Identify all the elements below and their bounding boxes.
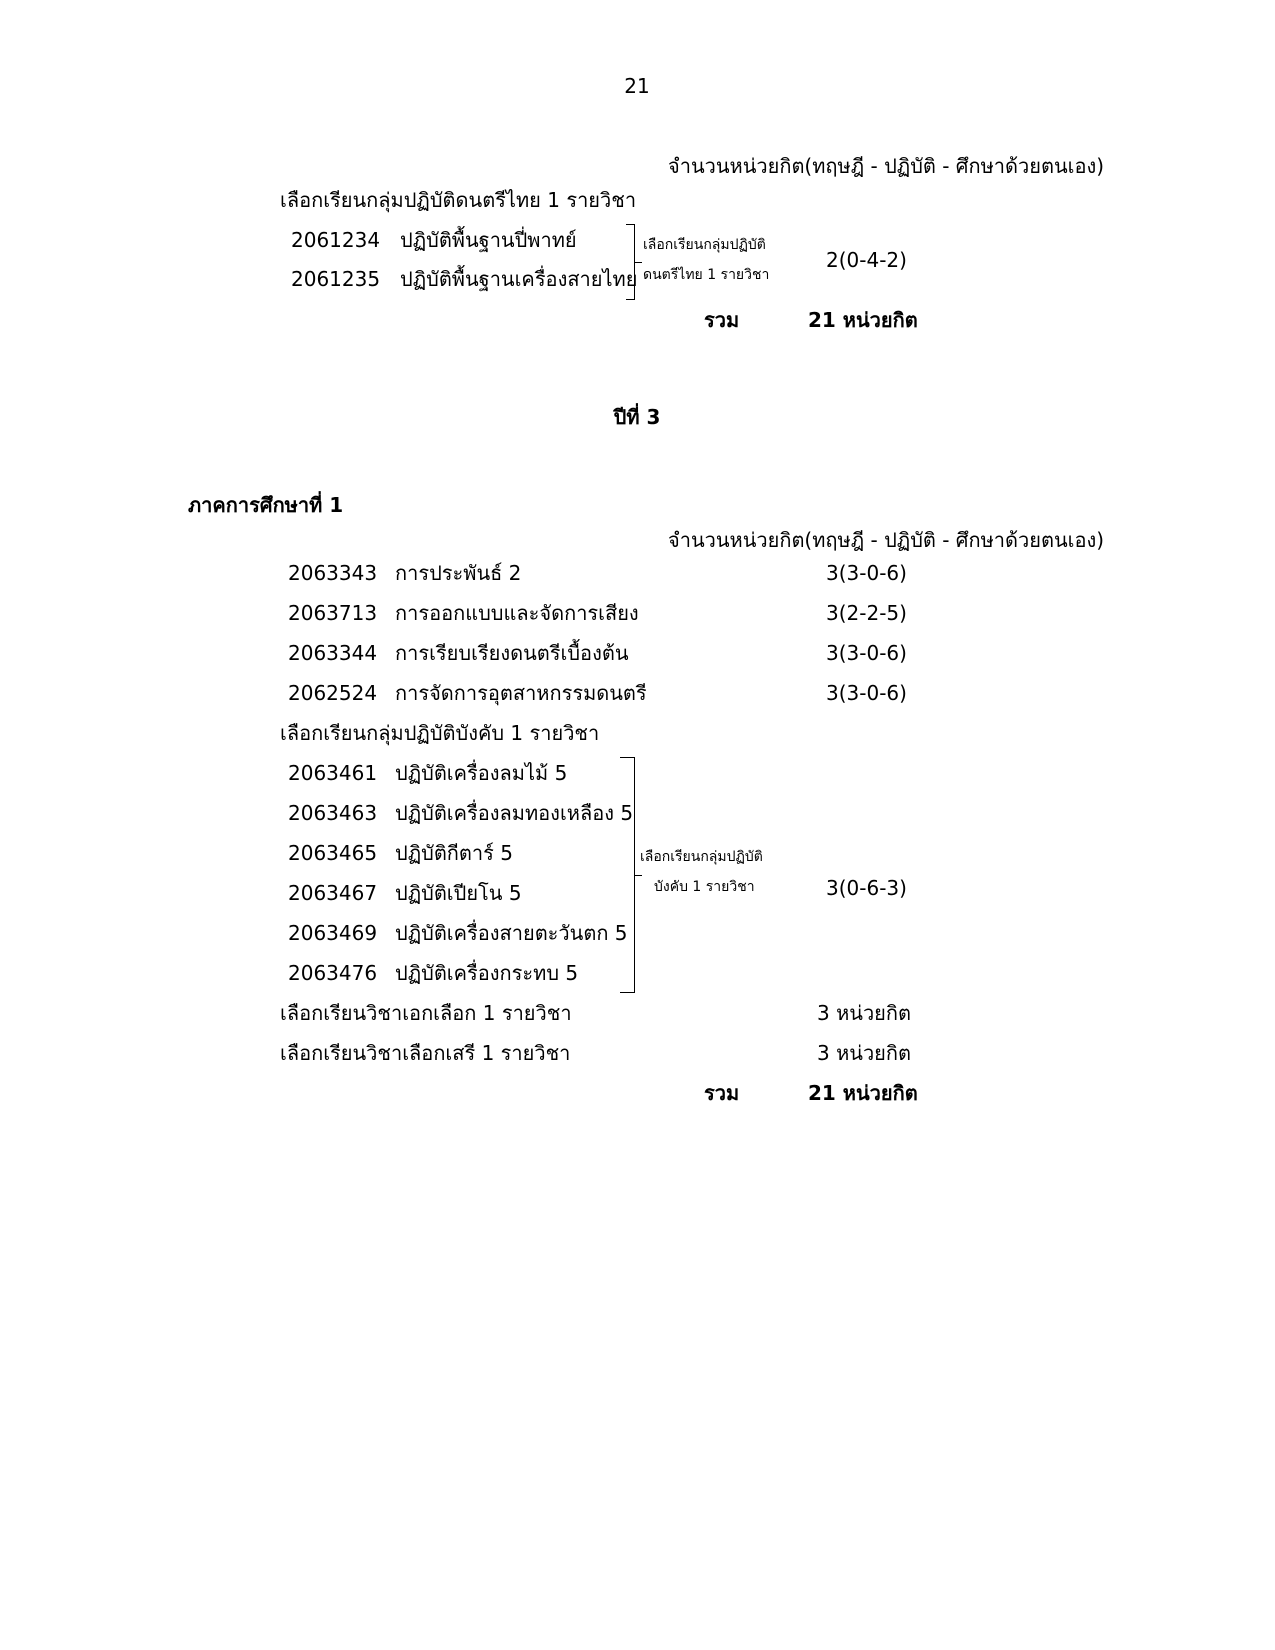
- course-credit: 3(2-2-5): [826, 601, 907, 625]
- total-label: รวม: [704, 308, 740, 332]
- group-bracket: [620, 757, 635, 993]
- course-code: 2063469: [288, 921, 378, 945]
- course-code: 2063476: [288, 961, 378, 985]
- credit-header: จำนวนหน่วยกิต(ทฤษฎี - ปฏิบัติ - ศึกษาด้วยตนเอง): [668, 154, 1105, 178]
- group-credit: 2(0-4-2): [826, 248, 907, 272]
- course-name: ปฏิบัติเครื่องลมไม้ 5: [395, 761, 568, 785]
- course-name: ปฏิบัติเปียโน 5: [395, 881, 522, 905]
- total-value: 21 หน่วยกิต: [808, 1081, 918, 1105]
- course-name: การจัดการอุตสาหกรรมดนตรี: [395, 681, 647, 705]
- group-credit: 3(0-6-3): [826, 876, 907, 900]
- bracket-note: เลือกเรียนกลุ่มปฏิบัติ: [643, 237, 766, 253]
- total-value: 21 หน่วยกิต: [808, 308, 918, 332]
- major-elective-label: เลือกเรียนวิชาเอกเลือก 1 รายวิชา: [280, 1001, 572, 1025]
- group-heading-required-practice: เลือกเรียนกลุ่มปฏิบัติบังคับ 1 รายวิชา: [280, 721, 600, 745]
- course-credit: 3(3-0-6): [826, 681, 907, 705]
- bracket-note: ดนตรีไทย 1 รายวิชา: [643, 267, 770, 283]
- course-name: ปฏิบัติพื้นฐานเครื่องสายไทย: [400, 267, 638, 291]
- course-code: 2063463: [288, 801, 378, 825]
- bracket-note: บังคับ 1 รายวิชา: [654, 879, 755, 895]
- free-elective-label: เลือกเรียนวิชาเลือกเสรี 1 รายวิชา: [280, 1041, 571, 1065]
- free-elective-credit: 3 หน่วยกิต: [817, 1041, 911, 1065]
- course-code: 2063344: [288, 641, 378, 665]
- course-name: ปฏิบัติเครื่องสายตะวันตก 5: [395, 921, 628, 945]
- course-code: 2062524: [288, 681, 378, 705]
- course-credit: 3(3-0-6): [826, 561, 907, 585]
- course-name: ปฏิบัติพื้นฐานปี่พาทย์: [400, 228, 577, 252]
- course-code: 2063467: [288, 881, 378, 905]
- course-name: การประพันธ์ 2: [395, 561, 522, 585]
- bracket-note: เลือกเรียนกลุ่มปฏิบัติ: [640, 849, 763, 865]
- course-code: 2063461: [288, 761, 378, 785]
- course-name: การเรียบเรียงดนตรีเบื้องต้น: [395, 641, 629, 665]
- course-name: ปฏิบัติกีตาร์ 5: [395, 841, 513, 865]
- page-number: 21: [624, 74, 650, 98]
- group-heading-thai-practice: เลือกเรียนกลุ่มปฏิบัติดนตรีไทย 1 รายวิชา: [280, 188, 637, 212]
- group-bracket: [626, 224, 635, 300]
- major-elective-credit: 3 หน่วยกิต: [817, 1001, 911, 1025]
- year-title: ปีที่ 3: [613, 405, 661, 429]
- semester-title: ภาคการศึกษาที่ 1: [188, 493, 344, 517]
- credit-header: จำนวนหน่วยกิต(ทฤษฎี - ปฏิบัติ - ศึกษาด้วยตนเอง): [668, 528, 1105, 552]
- course-code: 2061235: [291, 267, 381, 291]
- course-name: ปฏิบัติเครื่องกระทบ 5: [395, 961, 579, 985]
- course-code: 2063713: [288, 601, 378, 625]
- course-name: การออกแบบและจัดการเสียง: [395, 601, 639, 625]
- course-code: 2063465: [288, 841, 378, 865]
- total-label: รวม: [704, 1081, 740, 1105]
- course-credit: 3(3-0-6): [826, 641, 907, 665]
- course-name: ปฏิบัติเครื่องลมทองเหลือง 5: [395, 801, 634, 825]
- course-code: 2061234: [291, 228, 381, 252]
- course-code: 2063343: [288, 561, 378, 585]
